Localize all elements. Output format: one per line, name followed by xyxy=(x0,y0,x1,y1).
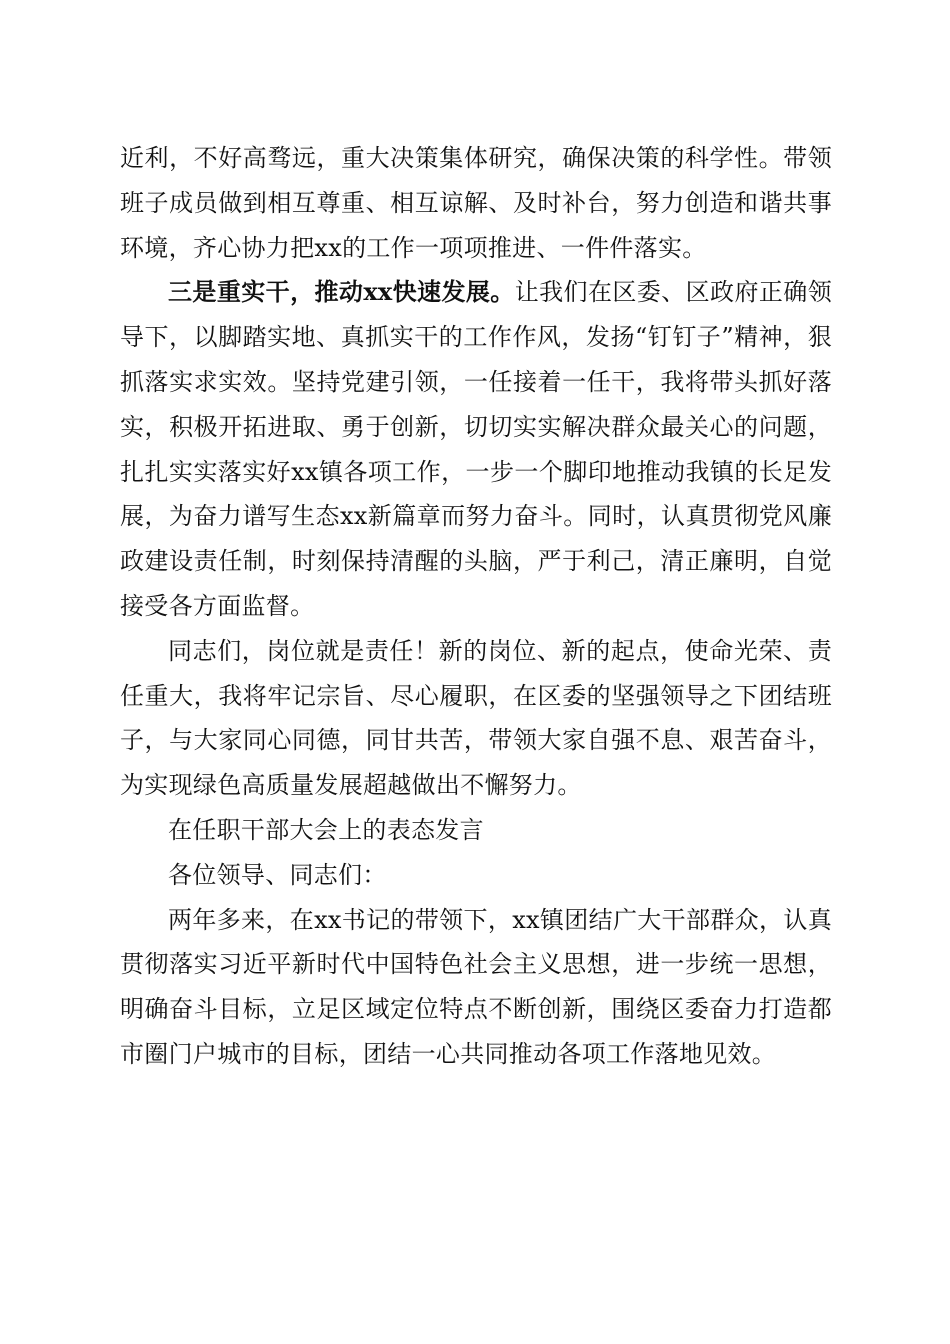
salutation-text: 各位领导、同志们： xyxy=(168,860,387,889)
paragraph-3-text: 同志们，岗位就是责任！新的岗位、新的起点，使命光荣、责任重大，我将牢记宗旨、尽心履职，在区委的坚强领导之下团结班子，与大家同心同德，同甘共苦，带领大家自强不息、艰苦奋斗，为实现绿色高质量发展超越做出不懈努力。 xyxy=(120,636,832,800)
salutation xyxy=(120,853,832,898)
paragraph-6 xyxy=(120,898,832,1077)
paragraph-3 xyxy=(120,629,832,808)
section-title xyxy=(120,808,832,853)
paragraph-6-text: 两年多来，在xx书记的带领下，xx镇团结广大干部群众，认真贯彻落实习近平新时代中国特色社会主义思想，进一步统一思想，明确奋斗目标，立足区域定位特点不断创新，围绕区委奋力打造都市圈门户城市的目标，团结一心共同推动各项工作落地见效。 xyxy=(120,905,832,1068)
section-title-text: 在任职干部大会上的表态发言 xyxy=(168,815,484,844)
paragraph-1 xyxy=(120,136,832,270)
document-body xyxy=(120,136,832,1077)
paragraph-2-lead: 三是重实干，推动xx快速发展。 xyxy=(168,277,515,307)
paragraph-2-text: 让我们在区委、区政府正确领导下，以脚踏实地、真抓实干的工作作风，发扬“钉钉子”精神，狠抓落实求实效。坚持党建引领，一任接着一任干，我将带头抓好落实，积极开拓进取、勇于创新，切切实实解决群众最关心的问题，扎扎实实落实好xx镇各项工作，一步一个脚印地推动我镇的长足发展，为奋力谱写生态xx新篇章而努力奋斗。同时，认真贯彻党风廉政建设责任制，时刻保持清醒的头脑，严于利己，清正廉明，自觉接受各方面监督。 xyxy=(120,278,832,620)
paragraph-2 xyxy=(120,270,832,628)
paragraph-1-text: 近利，不好高骛远，重大决策集体研究，确保决策的科学性。带领班子成员做到相互尊重、相互谅解、及时补台，努力创造和谐共事环境，齐心协力把xx的工作一项项推进、一件件落实。 xyxy=(120,144,832,262)
